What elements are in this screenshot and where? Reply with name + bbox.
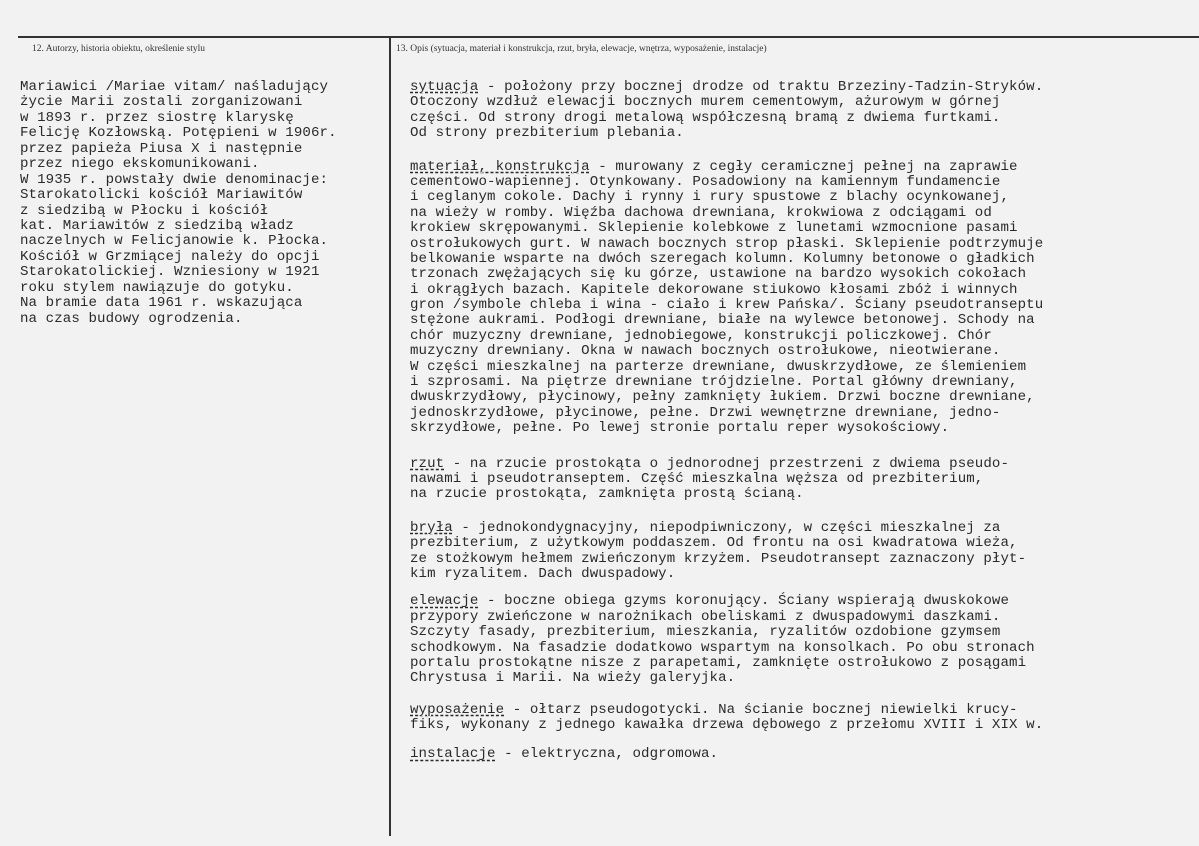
section-line: na rzucie prostokąta, zamknięta prostą ścianą.: [410, 486, 804, 503]
history-line: Mariawici /Mariae vitam/ naśladujący: [20, 79, 329, 95]
section-line: ostrołukowych gurt. W nawach bocznych strop płaski. Sklepienie podtrzymuje: [410, 235, 1044, 252]
section-line: belkowanie wsparte na dwóch szeregach kolumn. Kolumny betonowe o gładkich: [410, 250, 1035, 267]
section-first-line-text: - boczne obiega gzyms koronujący. Ściany wspierają dwuskokowe: [478, 593, 1010, 610]
section-line: i okrągłych bazach. Kapitele dekorowane stiukowo kłosami zbóż i winnych: [410, 281, 1018, 298]
history-line: z siedzibą w Płocku i kościół: [20, 202, 269, 219]
history-line: w 1893 r. przez siostrę klaryskę: [20, 109, 294, 126]
section-term: wyposażenie: [410, 701, 505, 718]
history-line: przez papieża Piusa X i następnie: [20, 140, 303, 157]
field-12-header: 12. Autorzy, historia obiektu, określenie stylu: [32, 44, 205, 54]
section-line: kim ryzalitem. Dach dwuspadowy.: [410, 565, 676, 582]
section-term: materiał, konstrukcja: [410, 158, 590, 175]
history-line: W 1935 r. powstały dwie denominacje:: [20, 171, 329, 188]
section-sytuacja: [410, 80, 1190, 142]
section-line: Od strony prezbiterium plebania.: [410, 125, 684, 142]
section-line: krokiew skrępowanymi. Sklepienie kolebkowe z lunetami wzmocnione pasami: [410, 220, 1018, 237]
section-line: trzonach zwężających się ku górze, ustawione na bardzo wysokich cokołach: [410, 266, 1027, 283]
section-term: bryła: [410, 519, 453, 536]
history-line: Felicję Kozłowską. Potępieni w 1906r.: [20, 125, 337, 142]
history-line: życie Marii zostali zorganizowani: [20, 94, 303, 111]
section-rzut: [410, 457, 1190, 503]
section-first-line: [410, 80, 1190, 95]
section-first-line-text: - jednokondygnacyjny, niepodpiwniczony, w części mieszkalnej za: [452, 519, 1001, 536]
section-line: ze stożkowym hełmem zwieńczonym krzyżem. Pseudotransept zaznaczony płyt-: [410, 550, 1027, 567]
section-first-line-text: - położony przy bocznej drodze od traktu Brzeziny-Tadzin-Stryków.: [478, 79, 1044, 95]
history-line: roku stylem nawiązuje do gotyku.: [20, 279, 294, 296]
history-line: naczelnych w Felicjanowie k. Płocka.: [20, 233, 329, 250]
section-line: i ceglanym cokole. Dachy i rynny i rury spustowe z blachy ocynkowanej,: [410, 189, 1010, 206]
section-elewacje: [410, 594, 1190, 686]
section-line: i szprosami. Na piętrze drewniane trójdzielne. Portal główny drewniany,: [410, 374, 1018, 391]
section-first-line-text: - elektryczna, odgromowa.: [495, 746, 719, 763]
section-first-line: [410, 521, 1190, 536]
section-line: na wieży w romby. Więźba dachowa drewniana, krokwiowa z odciągami od: [410, 204, 992, 221]
history-line: kat. Mariawitów z siedzibą władz: [20, 217, 294, 234]
section-bry-a: [410, 521, 1190, 583]
section-first-line-text: - ołtarz pseudogotycki. Na ścianie bocznej niewielki krucy-: [504, 701, 1018, 718]
section-line: stężone aukrami. Podłogi drewniane, białe na wylewce betonowej. Schody na: [410, 312, 1035, 329]
section-line: Otoczony wzdłuż elewacji bocznych murem cementowym, ażurowym w górnej: [410, 94, 1001, 111]
section-line: fiks, wykonany z jednego kawałka drzewa dębowego z przełomu XVIII i XIX w.: [410, 717, 1044, 734]
section-first-line: [410, 457, 1190, 472]
section-line: prezbiterium, z użytkowym poddaszem. Od frontu na osi kwadratowa wieża,: [410, 535, 1018, 552]
history-line: Starokatolicki kościół Mariawitów: [20, 187, 303, 204]
section-first-line: [410, 703, 1190, 718]
section-line: portalu prostokątne nisze z parapetami, zamknięte ostrołukowo z posągami: [410, 654, 1027, 671]
description-text: [410, 80, 1190, 763]
section-first-line: [410, 160, 1190, 175]
section-line: dwuskrzydłowy, płycinowy, pełny zamknięty łukiem. Drzwi boczne drewniane,: [410, 389, 1035, 406]
section-line: Szczyty fasady, prezbiterium, mieszkania, ryzalitów ozdobione gzymsem: [410, 624, 1001, 641]
section-line: jednoskrzydłowe, płycinowe, pełne. Drzwi wewnętrzne drewniane, jedno-: [410, 404, 1001, 421]
section-line: skrzydłowe, pełne. Po lewej stronie portalu reper wysokościowy.: [410, 420, 950, 437]
section-first-line: [410, 747, 1190, 762]
section-term: instalacje: [410, 746, 496, 763]
column-divider: [389, 36, 391, 836]
section-instalacje: [410, 747, 1190, 762]
history-line: przez niego ekskomunikowani.: [20, 156, 260, 173]
section-first-line: [410, 594, 1190, 609]
section-first-line-text: - na rzucie prostokąta o jednorodnej przestrzeni z dwiema pseudo-: [444, 455, 1010, 472]
section-wyposa-enie: [410, 703, 1190, 734]
section-term: sytuacja: [410, 79, 479, 95]
section-line: Chrystusa i Marii. Na wieży galeryjka.: [410, 670, 736, 687]
section-line: muzyczny drewniany. Okna w nawach bocznych ostrołukowe, nieotwierane.: [410, 343, 1001, 360]
section-line: cementowo-wapiennej. Otynkowany. Posadowiony na kamiennym fundamencie: [410, 173, 1001, 190]
section-first-line-text: - murowany z cegły ceramicznej pełnej na zaprawie: [589, 158, 1018, 175]
section-line: gron /symbole chleba i wina - ciało i krew Pańska/. Ściany pseudotranseptu: [410, 297, 1044, 314]
history-line: na czas budowy ogrodzenia.: [20, 310, 243, 327]
history-line: Na bramie data 1961 r. wskazująca: [20, 295, 303, 312]
field-13-header: 13. Opis (sytuacja, materiał i konstrukcja, rzut, bryła, elewacje, wnętrza, wyposażenie, instalacje): [396, 44, 767, 54]
section-line: nawami i pseudotranseptem. Część mieszkalna węższa od prezbiterium,: [410, 470, 984, 487]
section-line: części. Od strony drogi metalową współczesną bramą z dwiema furtkami.: [410, 109, 1001, 126]
section-line: przypory zwieńczone w narożnikach obeliskami z dwuspadowymi daszkami.: [410, 608, 1001, 625]
history-line: Kościół w Grzmiącej należy do opcji: [20, 248, 320, 265]
top-rule: [18, 36, 1199, 38]
section-line: chór muzyczny drewniane, jednobiegowe, konstrukcji policzkowej. Chór: [410, 327, 992, 344]
section-term: rzut: [410, 455, 445, 472]
section-line: W części mieszkalnej na parterze drewniane, dwuskrzydłowe, ze ślemieniem: [410, 358, 1027, 375]
section-line: schodkowym. Na fasadzie dodatkowo wspartym na konsolkach. Po obu stronach: [410, 639, 1035, 656]
section-term: elewacje: [410, 593, 479, 610]
history-text: [20, 80, 388, 327]
history-line: Starokatolickiej. Wzniesiony w 1921: [20, 264, 320, 281]
section-materia-konstrukcja: [410, 160, 1190, 437]
